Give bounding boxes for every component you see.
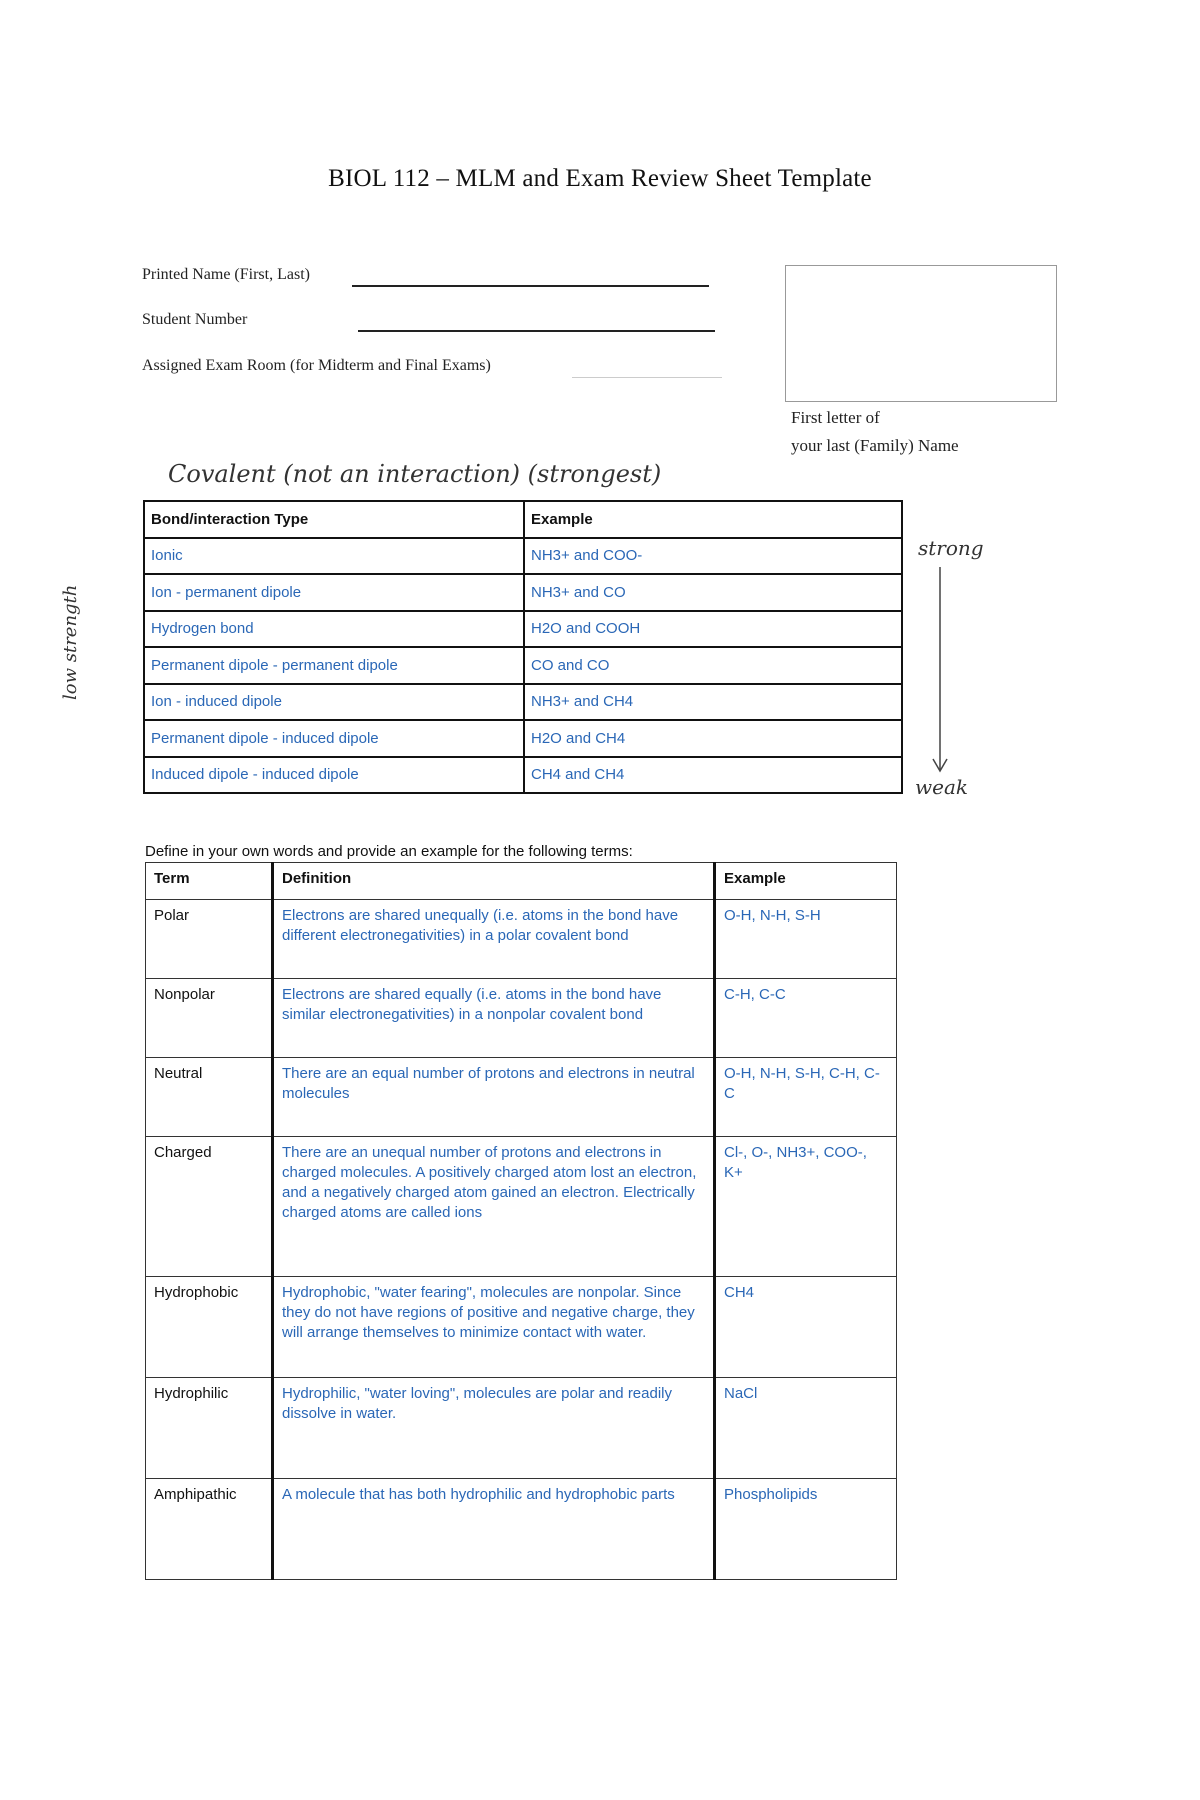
bond-example-cell[interactable]: CH4 and CH4 — [524, 757, 902, 794]
definition-cell[interactable]: There are an unequal number of protons and electrons in charged molecules. A positively charged atom lost an electron, and a negatively charged atom gained an electron. Electrically charged atoms are called ions — [273, 1137, 715, 1277]
table-row — [144, 647, 902, 684]
bond-type-cell[interactable]: Hydrogen bond — [144, 611, 524, 648]
definition-cell[interactable]: There are an equal number of protons and electrons in neutral molecules — [273, 1058, 715, 1137]
terms-definition-table — [145, 862, 897, 1580]
definition-cell[interactable]: Electrons are shared equally (i.e. atoms in the bond have similar electronegativities) in a nonpolar covalent bond — [273, 979, 715, 1058]
header-example: Example — [715, 863, 897, 900]
initial-caption-line-2: your last (Family) Name — [791, 436, 959, 455]
table-row — [146, 1058, 897, 1137]
bond-type-cell[interactable]: Induced dipole - induced dipole — [144, 757, 524, 794]
table-row — [146, 1277, 897, 1378]
handwritten-strong-note: strong — [918, 536, 984, 560]
table-row — [146, 1137, 897, 1277]
definition-cell[interactable]: A molecule that has both hydrophilic and hydrophobic parts — [273, 1479, 715, 1580]
handwritten-margin-note: low strength — [60, 584, 81, 700]
definition-cell[interactable]: Electrons are shared unequally (i.e. atoms in the bond have different electronegativities) in a polar covalent bond — [273, 900, 715, 979]
table-row — [146, 1378, 897, 1479]
bond-example-cell[interactable]: NH3+ and CO — [524, 574, 902, 611]
bond-type-cell[interactable]: Permanent dipole - induced dipole — [144, 720, 524, 757]
exam-room-label: Assigned Exam Room (for Midterm and Final Exams) — [142, 357, 491, 374]
strength-arrow-icon — [930, 565, 950, 780]
table-row — [144, 684, 902, 721]
example-cell[interactable]: Phospholipids — [715, 1479, 897, 1580]
table-header-row — [144, 501, 902, 538]
last-name-initial-box[interactable] — [785, 265, 1057, 402]
table-row — [146, 900, 897, 979]
bond-interaction-table — [143, 500, 903, 794]
header-definition: Definition — [273, 863, 715, 900]
table-header-row — [146, 863, 897, 900]
table-row — [144, 574, 902, 611]
table-row — [144, 538, 902, 575]
example-cell[interactable]: CH4 — [715, 1277, 897, 1378]
example-cell[interactable]: C-H, C-C — [715, 979, 897, 1058]
handwritten-weak-note: weak — [915, 775, 968, 799]
header-example: Example — [524, 501, 902, 538]
bond-type-cell[interactable]: Ionic — [144, 538, 524, 575]
bond-type-cell[interactable]: Ion - induced dipole — [144, 684, 524, 721]
table-row — [146, 1479, 897, 1580]
table-row — [146, 979, 897, 1058]
page-title: BIOL 112 – MLM and Exam Review Sheet Template — [328, 165, 872, 192]
table-row — [144, 611, 902, 648]
exam-room-field[interactable] — [572, 377, 722, 378]
bond-type-cell[interactable]: Ion - permanent dipole — [144, 574, 524, 611]
bond-type-cell[interactable]: Permanent dipole - permanent dipole — [144, 647, 524, 684]
term-cell: Polar — [146, 900, 273, 979]
table-row — [144, 720, 902, 757]
example-cell[interactable]: O-H, N-H, S-H, C-H, C-C — [715, 1058, 897, 1137]
bond-example-cell[interactable]: H2O and COOH — [524, 611, 902, 648]
printed-name-field[interactable] — [352, 285, 709, 287]
header-term: Term — [146, 863, 273, 900]
bond-example-cell[interactable]: H2O and CH4 — [524, 720, 902, 757]
initial-caption-line-1: First letter of — [791, 408, 880, 427]
term-cell: Nonpolar — [146, 979, 273, 1058]
terms-instructions: Define in your own words and provide an example for the following terms: — [145, 843, 633, 860]
initial-box-caption — [791, 404, 959, 460]
term-cell: Hydrophobic — [146, 1277, 273, 1378]
example-cell[interactable]: NaCl — [715, 1378, 897, 1479]
bond-example-cell[interactable]: NH3+ and CH4 — [524, 684, 902, 721]
term-cell: Amphipathic — [146, 1479, 273, 1580]
handwritten-covalent-note: Covalent (not an interaction) (strongest) — [168, 460, 662, 488]
table-row — [144, 757, 902, 794]
term-cell: Hydrophilic — [146, 1378, 273, 1479]
example-cell[interactable]: Cl-, O-, NH3+, COO-, K+ — [715, 1137, 897, 1277]
printed-name-label: Printed Name (First, Last) — [142, 266, 310, 283]
definition-cell[interactable]: Hydrophobic, "water fearing", molecules are nonpolar. Since they do not have regions of positive and negative charge, they will arrange themselves to minimize contact with water. — [273, 1277, 715, 1378]
term-cell: Neutral — [146, 1058, 273, 1137]
bond-example-cell[interactable]: NH3+ and COO- — [524, 538, 902, 575]
bond-example-cell[interactable]: CO and CO — [524, 647, 902, 684]
header-bond-type: Bond/interaction Type — [144, 501, 524, 538]
student-number-label: Student Number — [142, 311, 248, 328]
term-cell: Charged — [146, 1137, 273, 1277]
example-cell[interactable]: O-H, N-H, S-H — [715, 900, 897, 979]
student-number-field[interactable] — [358, 330, 715, 332]
definition-cell[interactable]: Hydrophilic, "water loving", molecules are polar and readily dissolve in water. — [273, 1378, 715, 1479]
